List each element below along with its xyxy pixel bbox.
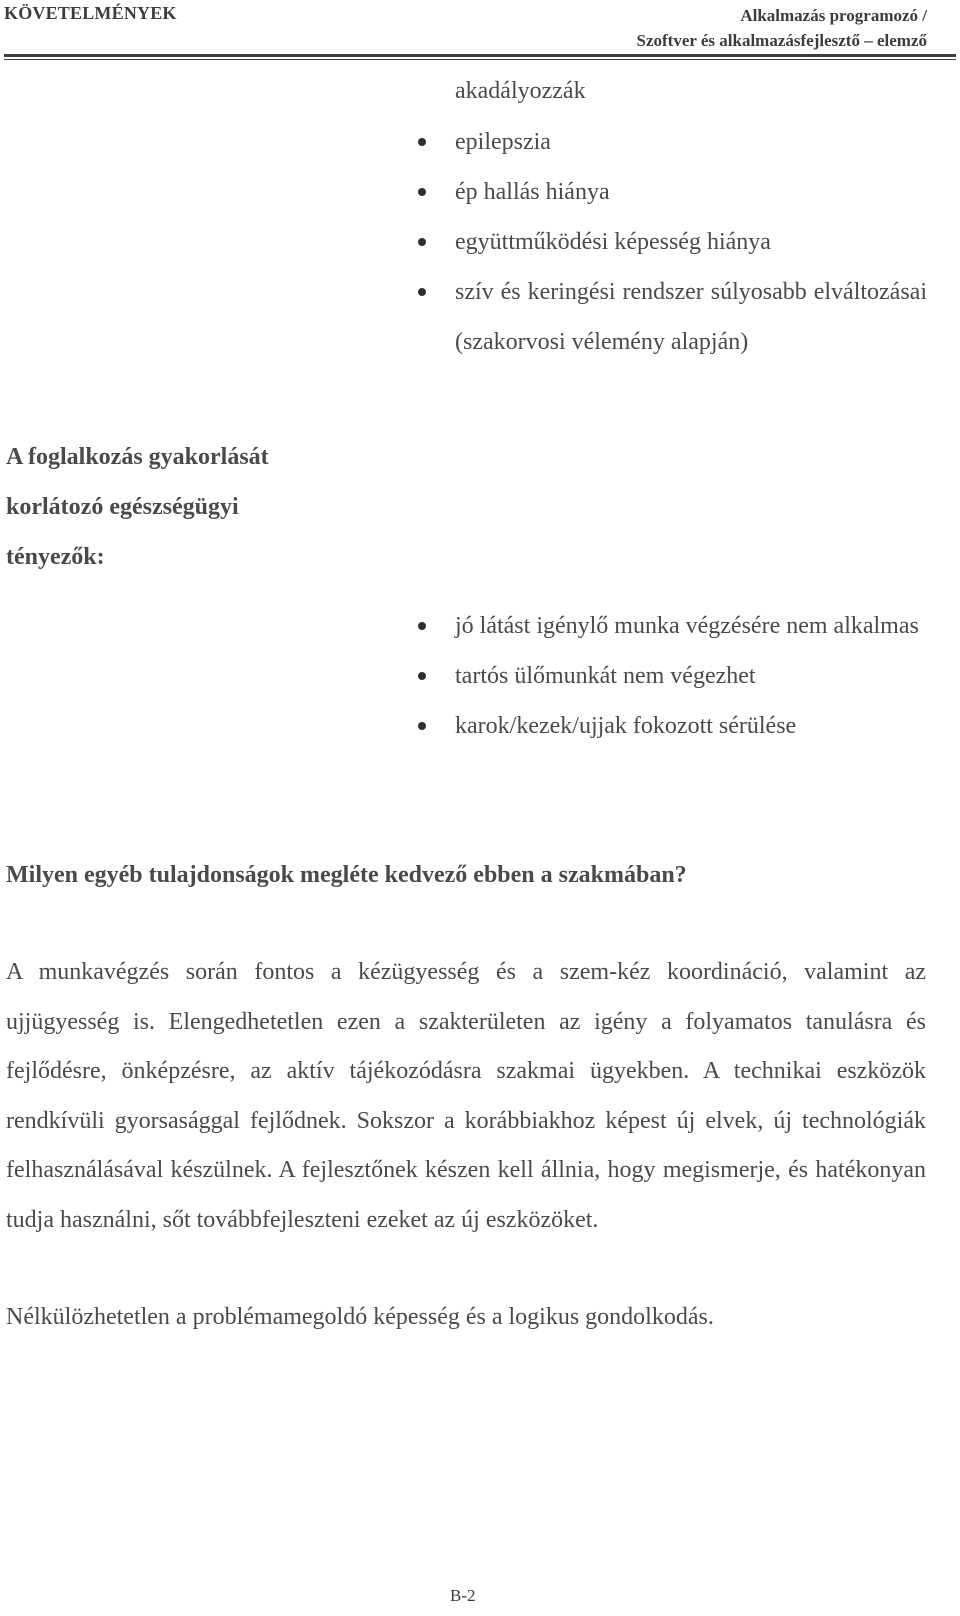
list-item-text: jó látást igénylő munka végzésére nem alkalmas — [455, 613, 919, 639]
list-item-text: tartós ülőmunkát nem végezhet — [455, 663, 756, 689]
list-item-text: ép hallás hiánya — [455, 179, 610, 205]
list-item-text: epilepszia — [455, 129, 551, 155]
list-item — [455, 117, 955, 167]
health-factors-list-2 — [455, 601, 927, 751]
bullet-icon — [418, 238, 426, 246]
list-item-text: karok/kezek/ujjak fokozott sérülése — [455, 713, 797, 739]
page-number: B-2 — [450, 1586, 476, 1605]
label-line-2: korlátozó egészségügyi — [6, 494, 239, 520]
bullet-icon — [418, 288, 426, 296]
body-paragraph-2: Nélkülözhetetlen a problémamegoldó képesség és a logikus gondolkodás. — [6, 1304, 714, 1330]
bullet-icon — [418, 622, 426, 630]
section-question-heading: Milyen egyéb tulajdonságok megléte kedvező ebben a szakmában? — [6, 862, 687, 888]
bullet-icon — [418, 722, 426, 730]
list-item-text: együttműködési képesség hiánya — [455, 229, 771, 255]
label-line-1: A foglalkozás gyakorlását — [6, 444, 269, 470]
list-continuation-text: akadályozzák — [455, 78, 586, 104]
bullet-icon — [418, 188, 426, 196]
bullet-icon — [418, 138, 426, 146]
header-section-title: KÖVETELMÉNYEK — [4, 3, 177, 23]
list-item — [455, 701, 927, 751]
list-item — [455, 601, 927, 651]
health-factors-list-1 — [455, 117, 955, 367]
header-title-line-1: Alkalmazás programozó / — [740, 6, 927, 25]
header-document-title — [637, 3, 927, 53]
label-line-3: tényezők: — [6, 544, 105, 570]
list-item-text: szív és keringési rendszer súlyosabb elváltozásai (szakorvosi vélemény alapján) — [455, 279, 927, 355]
list-item — [455, 167, 955, 217]
list-item — [455, 217, 955, 267]
bullet-icon — [418, 672, 426, 680]
header-rule-thin — [4, 59, 956, 60]
header-rule — [4, 54, 956, 57]
list-item — [455, 267, 927, 367]
list-item — [455, 651, 927, 701]
header-title-line-2: Szoftver és alkalmazásfejlesztő – elemző — [636, 31, 927, 50]
health-factors-label — [6, 432, 366, 582]
body-paragraph-1: A munkavégzés során fontos a kézügyesség és a szem-kéz koordináció, valamint az ujjügyesség is. Elengedhetetlen ezen a szakterületen az igény a folyamatos tanulásra és fejlődésre, önképzésre, az aktív tájékozódásra szakmai ügyekben. A technikai eszközök rendkívüli gyorsasággal fejlődnek. Sokszor a korábbiakhoz képest új elvek, új technológiák felhasználásával készülnek. A fejlesztőnek készen kell állnia, hogy megismerje, és hatékonyan tudja használni, sőt továbbfejleszteni ezeket az új eszközöket. — [6, 959, 926, 1233]
